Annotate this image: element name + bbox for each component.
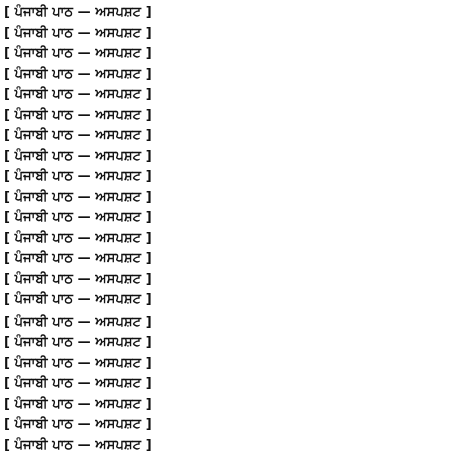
text-line: [ ਪੰਜਾਬੀ ਪਾਠ — ਅਸਪਸ਼ਟ ] [4,270,444,291]
text-line: [ ਪੰਜਾਬੀ ਪਾਠ — ਅਸਪਸ਼ਟ ] [4,65,444,86]
text-line: [ ਪੰਜਾਬੀ ਪਾਠ — ਅਸਪਸ਼ਟ ] [4,290,444,311]
text-line: [ ਪੰਜਾਬੀ ਪਾਠ — ਅਸਪਸ਼ਟ ] [4,354,444,375]
text-line: [ ਪੰਜਾਬੀ ਪਾਠ — ਅਸਪਸ਼ਟ ] [4,24,444,45]
text-line: [ ਪੰਜਾਬੀ ਪਾਠ — ਅਸਪਸ਼ਟ ] [4,44,444,65]
text-line: [ ਪੰਜਾਬੀ ਪਾਠ — ਅਸਪਸ਼ਟ ] [4,333,444,354]
text-line: [ ਪੰਜਾਬੀ ਪਾਠ — ਅਸਪਸ਼ਟ ] [4,3,444,24]
text-line: [ ਪੰਜਾਬੀ ਪਾਠ — ਅਸਪਸ਼ਟ ] [4,208,444,229]
text-line: [ ਪੰਜਾਬੀ ਪਾਠ — ਅਸਪਸ਼ਟ ] [4,147,444,168]
text-line: [ ਪੰਜਾਬੀ ਪਾਠ — ਅਸਪਸ਼ਟ ] [4,167,444,188]
paragraph-2 [4,313,444,456]
text-line: [ ਪੰਜਾਬੀ ਪਾਠ — ਅਸਪਸ਼ਟ ] [4,229,444,250]
paragraph-1 [4,3,444,311]
text-line: [ ਪੰਜਾਬੀ ਪਾਠ — ਅਸਪਸ਼ਟ ] [4,395,444,416]
text-line: [ ਪੰਜਾਬੀ ਪਾਠ — ਅਸਪਸ਼ਟ ] [4,313,444,334]
text-line: [ ਪੰਜਾਬੀ ਪਾਠ — ਅਸਪਸ਼ਟ ] [4,106,444,127]
text-line: [ ਪੰਜਾਬੀ ਪਾਠ — ਅਸਪਸ਼ਟ ] [4,188,444,209]
text-line: [ ਪੰਜਾਬੀ ਪਾਠ — ਅਸਪਸ਼ਟ ] [4,436,444,456]
text-line: [ ਪੰਜਾਬੀ ਪਾਠ — ਅਸਪਸ਼ਟ ] [4,85,444,106]
text-line: [ ਪੰਜਾਬੀ ਪਾਠ — ਅਸਪਸ਼ਟ ] [4,249,444,270]
text-line: [ ਪੰਜਾਬੀ ਪਾਠ — ਅਸਪਸ਼ਟ ] [4,374,444,395]
text-line: [ ਪੰਜਾਬੀ ਪਾਠ — ਅਸਪਸ਼ਟ ] [4,415,444,436]
text-line: [ ਪੰਜਾਬੀ ਪਾਠ — ਅਸਪਸ਼ਟ ] [4,126,444,147]
